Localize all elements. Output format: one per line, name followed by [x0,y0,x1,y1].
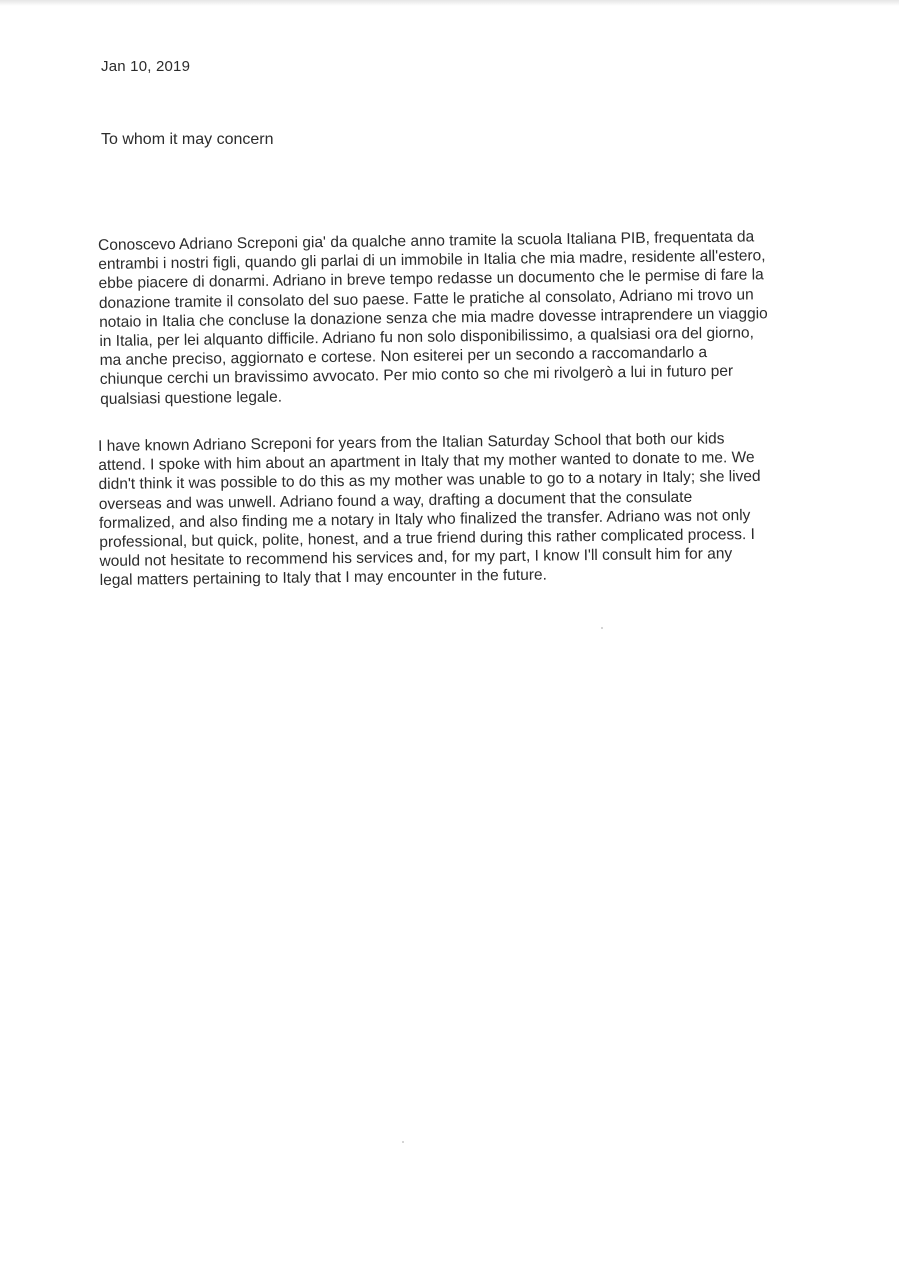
english-line-2: attend. I spoke with him about an apartment in Italy that my mother wanted to donate to me. We [98,449,755,475]
english-line-3: didn't think it was possible to do this as my mother was unable to go to a notary in Italy; she lived [98,468,761,494]
letter-salutation: To whom it may concern [101,131,274,148]
english-line-5: formalized, and also finding me a notary in Italy who finalized the transfer. Adriano was not only [98,506,751,532]
english-line-4: overseas and was unwell. Adriano found a way, drafting a document that the consulate [98,488,693,513]
english-line-1: I have known Adriano Screponi for years from the Italian Saturday School that both our kids [98,430,725,455]
italian-line-7: ma anche preciso, aggiornato e cortese. Non esiterei per un secondo a raccomandarlo a [99,344,708,370]
english-line-7: would not hesitate to recommend his services and, for my part, I know I'll consult him for any [99,545,733,571]
english-line-8: legal matters pertaining to Italy that I may encounter in the future. [99,566,548,590]
italian-line-1: Conoscevo Adriano Screponi gia' da qualche anno tramite la scuola Italiana PIB, frequentata da [98,228,755,254]
scan-speck [402,1141,404,1143]
italian-line-6: in Italia, per lei alquanto difficile. Adriano fu non solo disponibilissimo, a qualsiasi ora del giorno, [99,324,754,351]
italian-line-8: chiunque cerchi un bravissimo avvocato. Per mio conto so che mi rivolgerò a lui in futuro per [99,363,734,389]
english-paragraph [98,428,816,590]
italian-line-9: qualsiasi questione legale. [100,388,283,408]
scan-top-edge [0,0,899,6]
english-line-6: professional, but quick, polite, honest, and a true friend during this rather complicated process. I [99,525,756,552]
italian-line-4: donazione tramite il consolato del suo paese. Fatte le pratiche al consolato, Adriano mi trovo un [98,286,754,312]
letter-date: Jan 10, 2019 [101,58,191,75]
italian-paragraph [98,227,816,409]
italian-line-2: entrambi i nostri figli, quando gli parlai di un immobile in Italia che mia madre, residente all'estero, [98,247,766,274]
scan-speck [601,627,603,629]
italian-line-5: notaio in Italia che concluse la donazione senza che mia madre dovesse intraprendere un viaggio [99,305,768,331]
italian-line-3: ebbe piacere di donarmi. Adriano in breve tempo redasse un documento che le permise di fare la [98,266,764,293]
